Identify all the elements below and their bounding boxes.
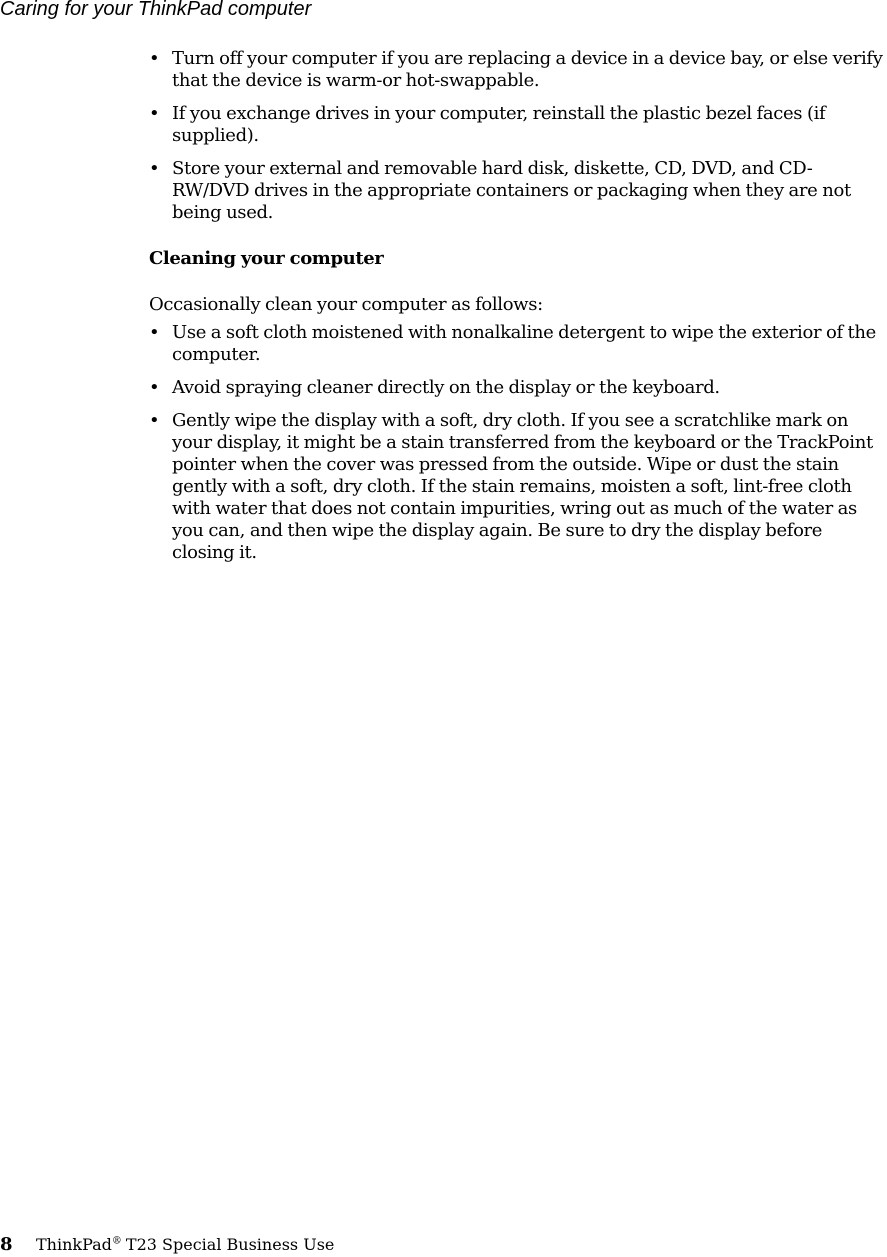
bullet-icon: •	[149, 103, 160, 124]
running-header-title: Caring for your ThinkPad computer	[0, 0, 312, 20]
list-item-text: Use a soft cloth moistened with nonalkaline detergent to wipe the exterior of the computer.	[172, 322, 876, 365]
footer-product-tail: T23 Special Business Use	[125, 1235, 335, 1254]
footer-product-name: ThinkPad	[36, 1235, 112, 1254]
list-item	[149, 377, 887, 399]
page-body	[149, 48, 887, 575]
list-item	[149, 322, 887, 366]
list-item-text: If you exchange drives in your computer, reinstall the plastic bezel faces (if supplied).	[172, 103, 826, 146]
page-number: 8	[0, 1234, 13, 1255]
cleaning-steps-list	[149, 322, 887, 564]
list-item-text: Turn off your computer if you are replacing a device in a device bay, or else verify that the device is warm-or hot-swappable.	[172, 48, 883, 91]
bullet-icon: •	[149, 48, 160, 69]
bullet-icon: •	[149, 158, 160, 179]
list-item	[149, 158, 887, 224]
list-item-text: Gently wipe the display with a soft, dry cloth. If you see a scratchlike mark on your display, it might be a stain transferred from the keyboard or the TrackPoint pointer when the cover was pressed from the outside. Wipe or dust the stain gently with a soft, dry cloth. If the stain remains, moisten a soft, lint-free cloth with water that does not contain impurities, wring out as much of the water as you can, and then wipe the display again. Be sure to dry the display before closing it.	[172, 410, 873, 563]
bullet-icon: •	[149, 410, 160, 431]
drive-handling-list	[149, 48, 887, 224]
bullet-icon: •	[149, 322, 160, 343]
list-item	[149, 410, 887, 564]
registered-mark: ®	[111, 1235, 122, 1247]
list-item-text: Store your external and removable hard disk, diskette, CD, DVD, and CD-RW/DVD drives in the appropriate containers or packaging when they are not being used.	[172, 158, 851, 223]
list-item	[149, 48, 887, 92]
bullet-icon: •	[149, 377, 160, 398]
section-intro: Occasionally clean your computer as follows:	[149, 294, 543, 315]
list-item	[149, 103, 887, 147]
section-heading: Cleaning your computer	[149, 248, 384, 269]
list-item-text: Avoid spraying cleaner directly on the display or the keyboard.	[172, 377, 720, 398]
page-footer	[0, 1235, 334, 1255]
